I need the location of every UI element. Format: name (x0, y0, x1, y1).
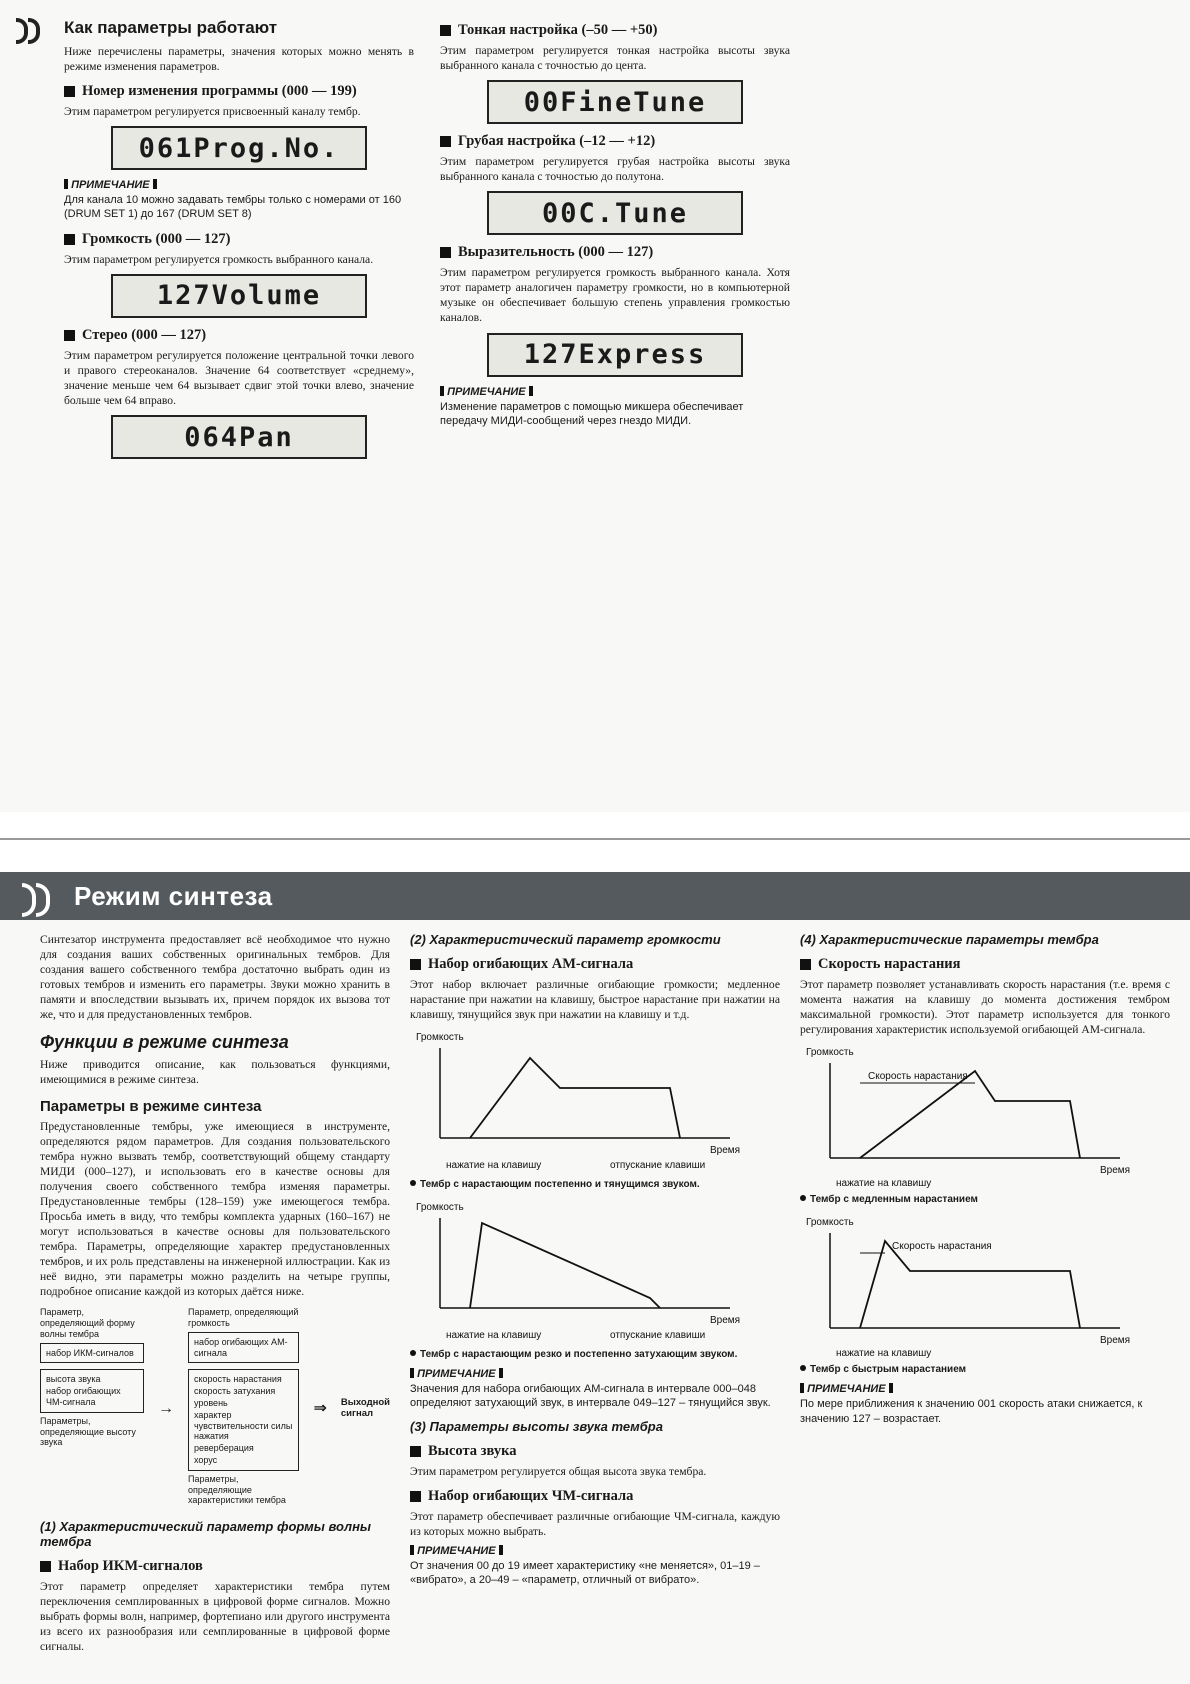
envelope-graph-svg (410, 1028, 760, 1178)
pcm-heading: Набор ИКМ-сигналов (40, 1558, 390, 1575)
diagram-character-caption: Параметры, определяющие характеристики тембра (187, 1473, 286, 1506)
envelope-curve (470, 1058, 680, 1138)
params-text: Предустановленные тембры, уже имеющиеся в инструменте, определяются рядом параметров. Для создания пользовательского тембра нужно вызвать тембр, соответствующий общему стандарту МИДИ (000–127), и использовать его в качестве основы для получения своего собственного тембра изменяя параметры. Предустановленные тембры (128–159) уже имеющегося тембра. Просьба иметь в виду, что тембры комплекта ударных (160–167) не могут использоваться в качестве основы для пользовательского тембра. Параметры, определяющие характер предустановленных тембров, и их роль представлены на инженерной иллюстрации. Как из неё видно, эти параметры можно разделить на четыре группы, подробное описание каждой из которых даётся ниже. (40, 1119, 390, 1299)
diagram-wave-caption: Параметр, определяющий форму волны тембра (40, 1307, 135, 1339)
attack-text: Этот параметр позволяет устанавливать скорость нарастания (т.е. время с момента нажатия на клавишу до момента достижения тембром максимальной громкости). Этот параметр используется для тонкого регулирования характеристик используемой огибающей АМ-сигнала. (800, 978, 1170, 1037)
graph-release-label: отпускание клавиши (610, 1160, 706, 1172)
graph-y-label: Громкость (806, 1047, 854, 1059)
page1-title: Как параметры работают (64, 18, 278, 37)
bullet-square-icon (440, 136, 451, 147)
program-note: ПРИМЕЧАНИЕ Для канала 10 можно задавать тембры только с номерами от 160 (DRUM SET 1) до 167 (DRUM SET 8) (64, 179, 402, 221)
chapter-marker-icon (16, 18, 46, 40)
program-lcd-display: 061Prog.No. (111, 126, 367, 170)
graph-caption: Тембр с быстрым нарастанием (800, 1364, 1170, 1375)
diagram-wave-block (40, 1307, 144, 1451)
functions-text: Ниже приводится описание, как пользоваться функциями, имеющимися в режиме синтеза. (40, 1058, 390, 1087)
diagram-wave-box: набор ИКМ-сигналов (40, 1343, 144, 1364)
attack-note: ПРИМЕЧАНИЕ По мере приближения к значению 001 скорость атаки снижается, к значению 127 – возрастает. (800, 1383, 1143, 1425)
program-heading: Номер изменения программы (000 — 199) (64, 83, 414, 100)
attack-graph-svg (800, 1213, 1150, 1363)
graph-attack-label: Скорость нарастания (868, 1071, 968, 1083)
envelope-graph-svg (410, 1198, 760, 1348)
page-fold-divider (0, 838, 1190, 840)
pitch-heading: Высота звука (410, 1443, 780, 1460)
diagram-pitch-box: высота звука набор огибающих ЧМ-сигнала (40, 1369, 144, 1412)
page1-column-right (440, 18, 790, 798)
section2-heading: (2) Характеристический параметр громкости (410, 932, 721, 947)
program-text: Этим параметром регулируется присвоенный каналу тембр. (64, 105, 361, 119)
fine-tune-heading: Тонкая настройка (–50 — +50) (440, 22, 790, 39)
diagram-output-label: Выходной сигнал (340, 1396, 390, 1420)
bullet-square-icon (64, 330, 75, 341)
envelope-graph-sustained (410, 1028, 780, 1190)
page-parameters (0, 0, 1190, 812)
am-note: ПРИМЕЧАНИЕ Значения для набора огибающих АМ-сигнала в интервале 000–048 определяют затухающий звук, в интервале 049–127 – тянущийся звук. (410, 1368, 771, 1410)
graph-press-label: нажатие на клавишу (836, 1348, 932, 1360)
graph-release-label: отпускание клавиши (610, 1330, 706, 1342)
diagram-character-box: скорость нарастания скорость затухания уровень характер чувствительности силы нажатия реверберация хорус (188, 1369, 300, 1470)
graph-y-label: Громкость (806, 1217, 854, 1229)
envelope-curve (470, 1223, 660, 1308)
volume-heading: Громкость (000 — 127) (64, 231, 414, 248)
fm-note: ПРИМЕЧАНИЕ От значения 00 до 19 имеет характеристику «не меняется», 01–19 – «вибрато», а 20–49 – «параметр, отличный от вибрато». (410, 1544, 760, 1587)
section3-heading: (3) Параметры высоты звука тембра (410, 1418, 663, 1434)
fm-envelope-heading: Набор огибающих ЧМ-сигнала (410, 1488, 780, 1505)
bullet-square-icon (410, 1446, 421, 1457)
attack-graph-slow (800, 1043, 1170, 1205)
functions-heading: Функции в режиме синтеза (40, 1032, 289, 1053)
graph-attack-label: Скорость нарастания (892, 1241, 992, 1253)
graph-press-label: нажатие на клавишу (446, 1330, 542, 1342)
attack-graph-fast (800, 1213, 1170, 1375)
pan-heading: Стерео (000 — 127) (64, 327, 414, 344)
pan-lcd-display: 064Pan (111, 415, 367, 459)
diagram-volume-box: набор огибающих АМ-сигнала (188, 1332, 300, 1364)
volume-lcd-display: 127Volume (111, 274, 367, 318)
graph-x-label: Время (1100, 1165, 1131, 1177)
expression-lcd-display: 127Express (487, 333, 743, 377)
bullet-square-icon (64, 86, 75, 97)
page2-column-right (800, 932, 1170, 1677)
graph-caption: Тембр с нарастающим постепенно и тянущимся звуком. (410, 1179, 780, 1190)
pitch-text: Этим параметром регулируется общая высота звука тембра. (410, 1464, 707, 1478)
section1-heading: (1) Характеристический параметр формы волны тембра (40, 1519, 372, 1550)
graph-caption: Тембр с медленным нарастанием (800, 1194, 1170, 1205)
page1-column-left (64, 18, 414, 798)
diagram-volume-caption: Параметр, определяющий громкость (187, 1307, 299, 1329)
expression-heading: Выразительность (000 — 127) (440, 244, 790, 261)
bullet-square-icon (64, 234, 75, 245)
bullet-square-icon (440, 25, 451, 36)
attack-heading: Скорость нарастания (800, 956, 1170, 973)
diagram-pitch-caption: Параметры, определяющие высоту звука (40, 1415, 136, 1448)
volume-text: Этим параметром регулируется громкость выбранного канала. (64, 252, 374, 266)
parameter-diagram (40, 1307, 390, 1509)
diagram-volume-block (188, 1307, 300, 1509)
bullet-square-icon (410, 1491, 421, 1502)
chapter-marker-icon (22, 881, 56, 911)
chapter-title: Режим синтеза (74, 880, 273, 911)
graph-press-label: нажатие на клавишу (446, 1160, 542, 1172)
coarse-tune-lcd-display: 00C.Tune (487, 191, 743, 235)
am-envelope-text: Этот набор включает различные огибающие громкости; медленное нарастание при нажатии на клавишу, быстрое нарастание при нажатии на клавишу, тянущийся звук при нажатии на клавишу и т.д. (410, 978, 780, 1022)
bullet-square-icon (410, 959, 421, 970)
bullet-square-icon (800, 959, 811, 970)
envelope-graph-decay (410, 1198, 780, 1360)
envelope-curve (860, 1241, 1080, 1328)
page2-column-left (40, 932, 390, 1677)
expression-note: ПРИМЕЧАНИЕ Изменение параметров с помощью микшера обеспечивает передачу МИДИ-сообщений через гнездо МИДИ. (440, 385, 744, 427)
coarse-tune-text: Этим параметром регулируется грубая настройка высоты звука выбранного канала с точностью до полутона. (440, 155, 790, 184)
page1-intro: Ниже перечислены параметры, значения которых можно менять в режиме изменения параметров. (64, 45, 414, 74)
arrow-right-icon: → (157, 1399, 174, 1417)
graph-caption: Тембр с нарастающим резко и постепенно затухающим звуком. (410, 1349, 780, 1360)
bullet-square-icon (440, 247, 451, 258)
fm-envelope-text: Этот параметр обеспечивает различные огибающие ЧМ-сигнала, каждую из которых можно выбрать. (410, 1509, 780, 1538)
expression-text: Этим параметром регулируется громкость выбранного канала. Хотя этот параметр аналогичен параметру громкости, но в компьютерной музыке он обеспечивает большую степень управления громкостью каналов. (440, 266, 790, 325)
envelope-curve (860, 1071, 1080, 1158)
coarse-tune-heading: Грубая настройка (–12 — +12) (440, 133, 790, 150)
page2-column-middle (410, 932, 780, 1677)
params-heading: Параметры в режиме синтеза (40, 1097, 262, 1115)
section4-heading: (4) Характеристические параметры тембра (800, 932, 1099, 947)
am-envelope-heading: Набор огибающих АМ-сигнала (410, 956, 780, 973)
attack-graph-svg (800, 1043, 1150, 1193)
graph-y-label: Громкость (416, 1202, 464, 1214)
graph-press-label: нажатие на клавишу (836, 1178, 932, 1190)
bullet-square-icon (40, 1561, 51, 1572)
fine-tune-text: Этим параметром регулируется тонкая настройка высоты звука выбранного канала с точностью до цента. (440, 44, 790, 73)
pan-text: Этим параметром регулируется положение центральной точки левого и правого стереоканалов. Значение 64 соответствует «среднему», значение меньше чем 64 вызывает сдвиг этой точки влево, значение больше чем 64 вправо. (64, 348, 414, 408)
arrow-right-icon: ⇒ (313, 1399, 327, 1417)
graph-y-label: Громкость (416, 1032, 464, 1044)
pcm-text: Этот параметр определяет характеристики тембра путем переключения семплированных в цифровой форме сигналов. Можно выбрать формы волн, например, фортепиано или другого инструмента из всего их разнообразия или семплированные в цифровой форме сигналы. (40, 1580, 390, 1654)
synth-intro: Синтезатор инструмента предоставляет всё необходимое что нужно для создания ваших собственных оригинальных тембров. Для создания вашего собственного тембра достаточно выбрать один из готовых тембров и изменить его параметры. Звуки можно хранить в памяти и впоследствии вызывать их, причем порядок их вызова тот же, что и для предустановленных тембров. (40, 933, 390, 1022)
graph-x-label: Время (710, 1145, 741, 1157)
fine-tune-lcd-display: 00FineTune (487, 80, 743, 124)
graph-x-label: Время (710, 1315, 741, 1327)
chapter-banner (0, 872, 1190, 920)
graph-x-label: Время (1100, 1335, 1131, 1347)
page-synth-mode (0, 872, 1190, 1684)
